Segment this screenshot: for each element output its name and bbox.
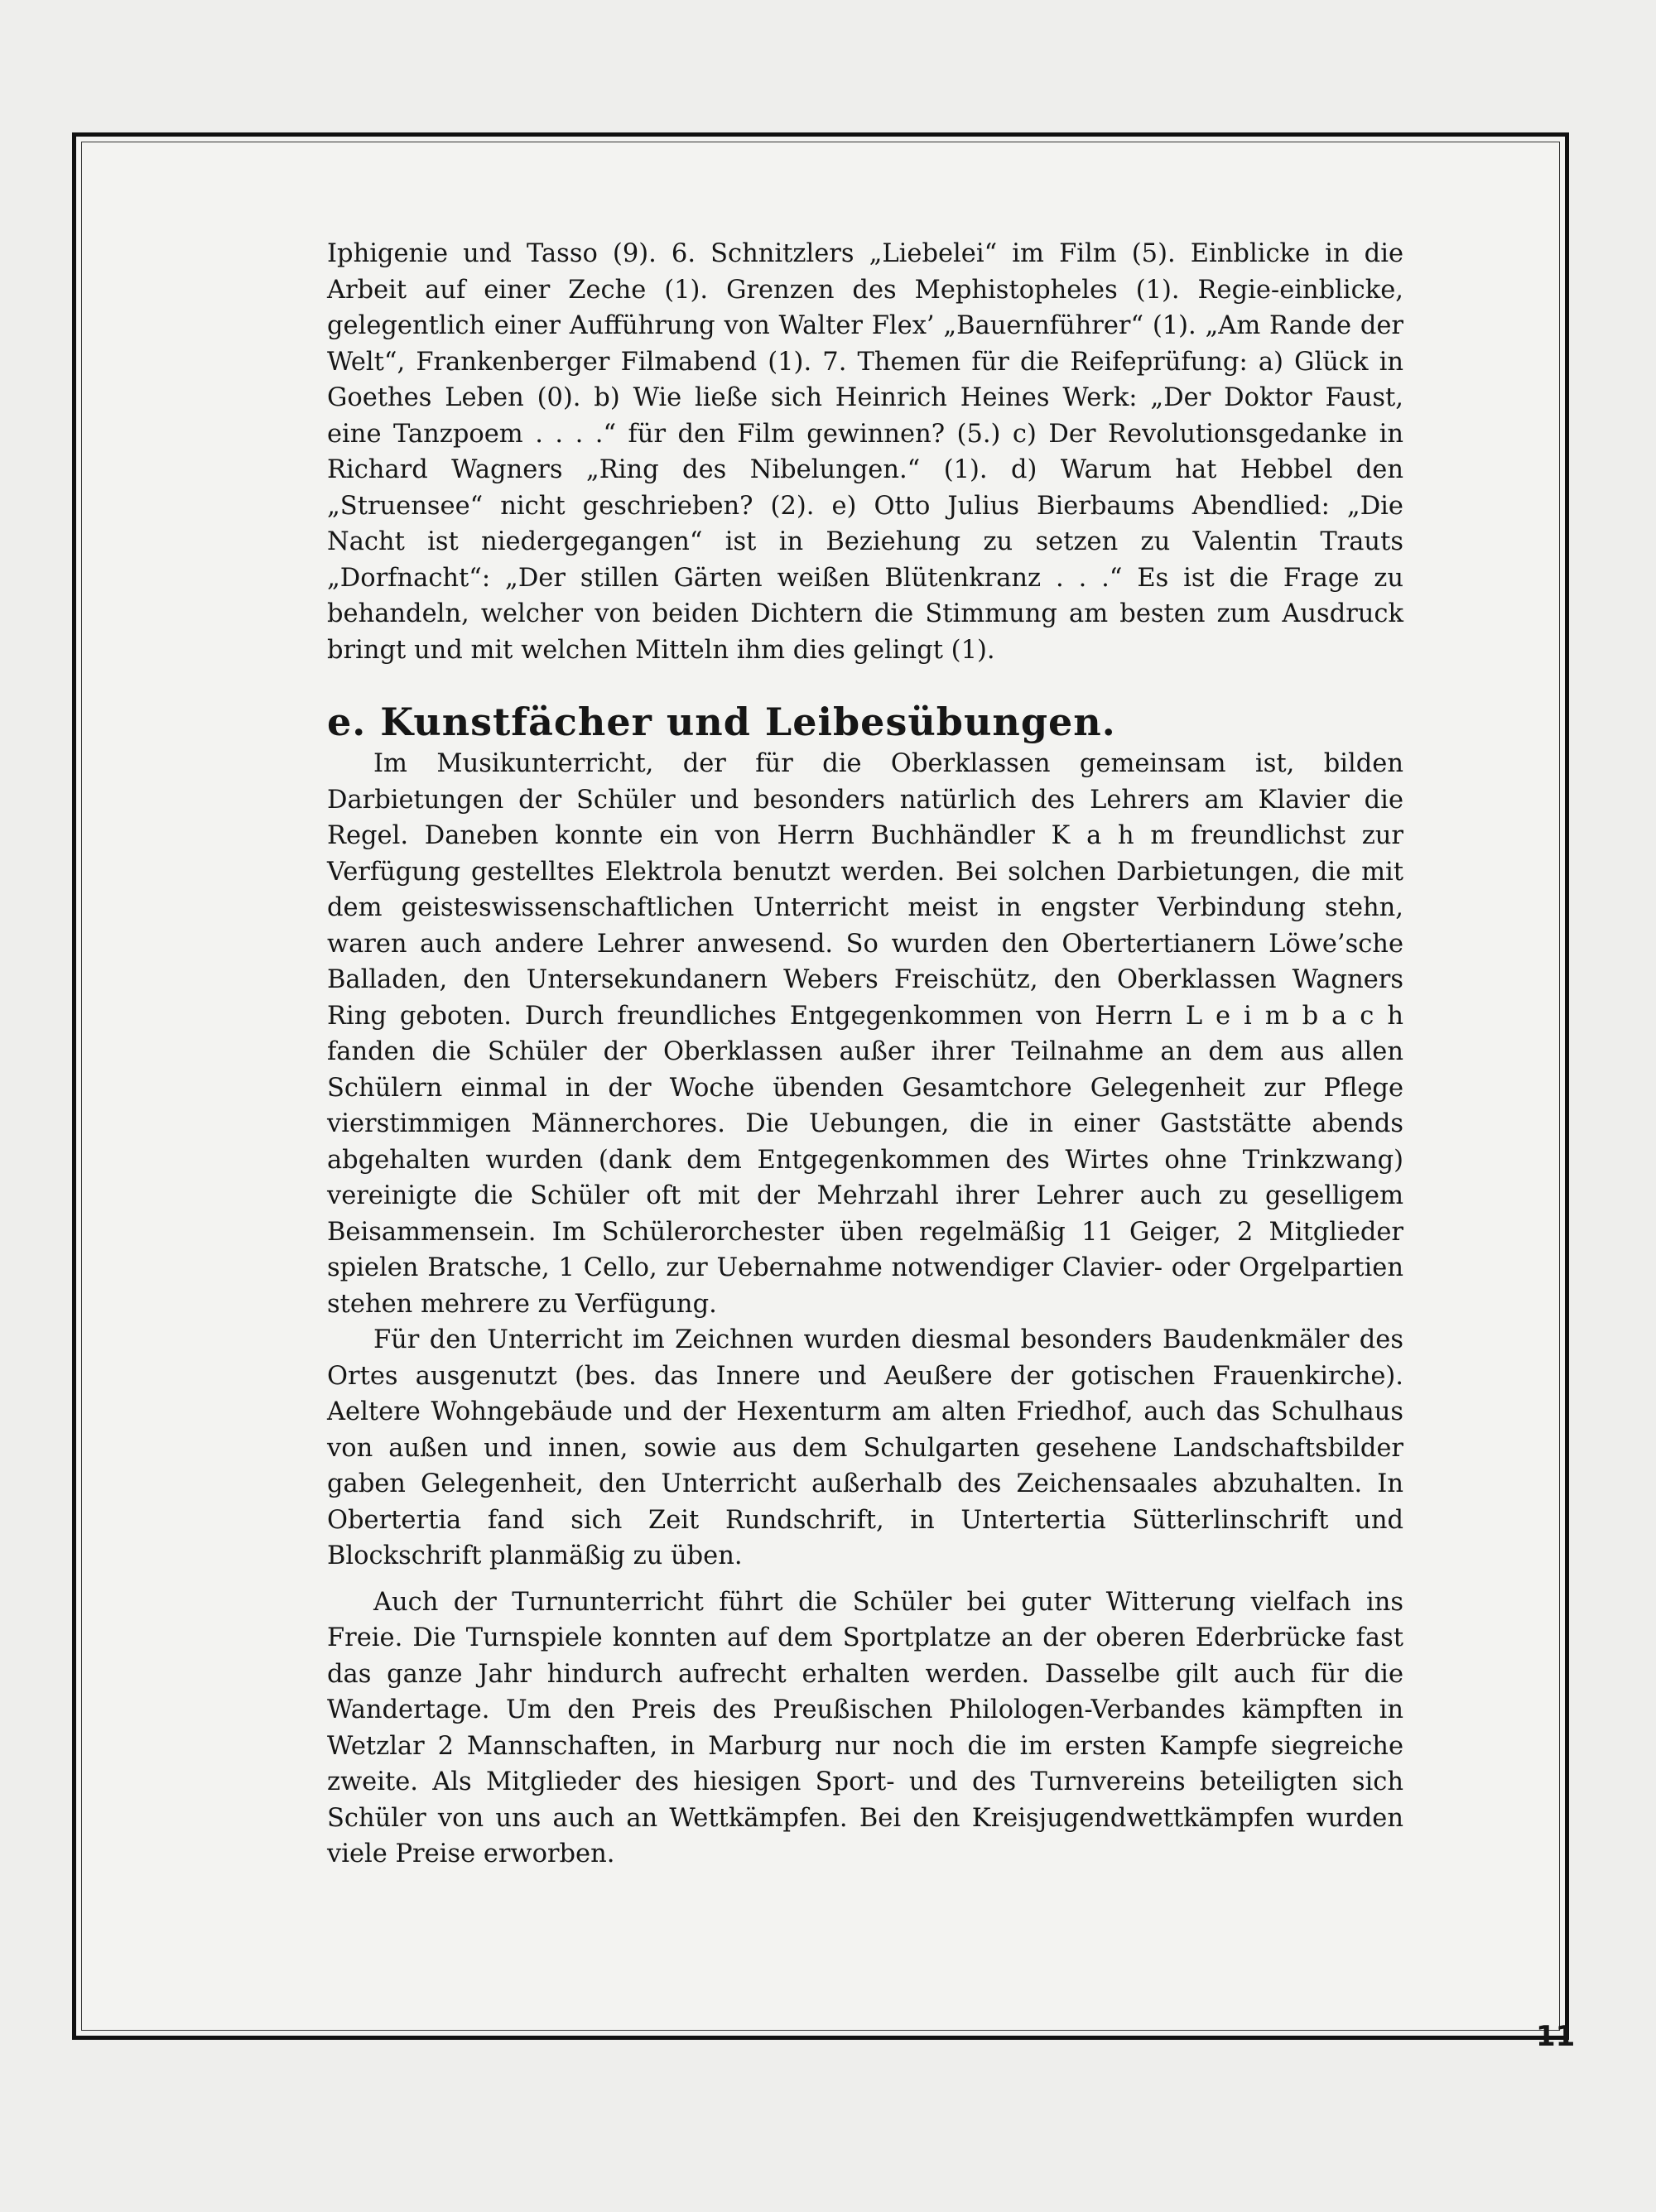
document-body bbox=[327, 236, 1403, 1873]
paragraph-sports: Auch der Turnunterricht führt die Schüler bei guter Witterung vielfach ins Freie. Die Turnspiele konnten auf dem Sportplatze an der oberen Ederbrücke fast das ganze Jahr hindurch aufrecht erhalten werden. Dasselbe gilt auch für die Wandertage. Um den Preis des Preußischen Philologen-Verbandes kämpften in Wetzlar 2 Mannschaften, in Marburg nur noch die im ersten Kampfe siegreiche zweite. Als Mitglieder des hiesigen Sport- und des Turnvereins beteiligten sich Schüler von uns auch an Wettkämpfen. Bei den Kreisjugendwettkämpfen wurden viele Preise erworben. bbox=[327, 1587, 1403, 1868]
paragraph-music: Im Musikunterricht, der für die Oberklassen gemeinsam ist, bilden Darbietungen der Schüler und besonders natürlich des Lehrers am Klavier die Regel. Daneben konnte ein von Herrn Buchhändler K a h m freundlichst zur Verfügung gestelltes Elektrola benutzt werden. Bei solchen Darbietungen, die mit dem geisteswissenschaftlichen Unterricht meist in engster Verbindung stehn, waren auch andere Lehrer anwesend. So wurden den Obertertianern Löwe’sche Balladen, den Untersekundanern Webers Freischütz, den Oberklassen Wagners Ring geboten. Durch freundliches Entgegenkommen von Herrn L e i m b a c h fanden die Schüler der Oberklassen außer ihrer Teilnahme an dem aus allen Schülern einmal in der Woche übenden Gesamtchore Gelegenheit zur Pflege vierstimmigen Männerchores. Die Uebungen, die in einer Gaststätte abends abgehalten wurden (dank dem Entgegenkommen des Wirtes ohne Trinkzwang) vereinigte die Schüler oft mit der Mehrzahl ihrer Lehrer auch zu geselligem Beisammensein. Im Schülerorchester üben regelmäßig 11 Geiger, 2 Mitglieder spielen Bratsche, 1 Cello, zur Uebernahme notwendiger Clavier- oder Orgelpartien stehen mehrere zu Verfügung. bbox=[327, 749, 1403, 1319]
paragraph-drawing: Für den Unterricht im Zeichnen wurden diesmal besonders Baudenkmäler des Ortes ausgenutzt (bes. das Innere und Aeußere der gotischen Frauenkirche). Aeltere Wohngebäude und der Hexenturm am alten Friedhof, auch das Schulhaus von außen und innen, sowie aus dem Schulgarten gesehene Landschaftsbilder gaben Gelegenheit, den Unterricht außerhalb des Zeichensaales abzuhalten. In Obertertia fand sich Zeit Rundschrift, in Untertertia Sütterlinschrift und Blockschrift planmäßig zu üben. bbox=[327, 1325, 1403, 1570]
section-heading: e. Kunstfächer und Leibesübungen. bbox=[327, 700, 1116, 744]
page-number: 11 bbox=[1536, 2020, 1576, 2053]
paragraph-themes: Iphigenie und Tasso (9). 6. Schnitzlers „Liebelei“ im Film (5). Einblicke in die Arbeit auf einer Zeche (1). Grenzen des Mephistopheles (1). Regie-einblicke, gelegentlich einer Aufführung von Walter Flex’ „Bauernführer“ (1). „Am Rande der Welt“, Frankenberger Filmabend (1). 7. Themen für die Reifeprüfung: a) Glück in Goethes Leben (0). b) Wie ließe sich Heinrich Heines Werk: „Der Doktor Faust, eine Tanzpoem . . . .“ für den Film gewinnen? (5.) c) Der Revolutionsgedanke in Richard Wagners „Ring des Nibelungen.“ (1). d) Warum hat Hebbel den „Struensee“ nicht geschrieben? (2). e) Otto Julius Bierbaums Abendlied: „Die Nacht ist niedergegangen“ ist in Beziehung zu setzen zu Valentin Trauts „Dorfnacht“: „Der stillen Gärten weißen Blütenkranz . . .“ Es ist die Frage zu behandeln, welcher von beiden Dichtern die Stimmung am besten zum Ausdruck bringt und mit welchen Mitteln ihm dies gelingt (1). bbox=[327, 239, 1403, 665]
